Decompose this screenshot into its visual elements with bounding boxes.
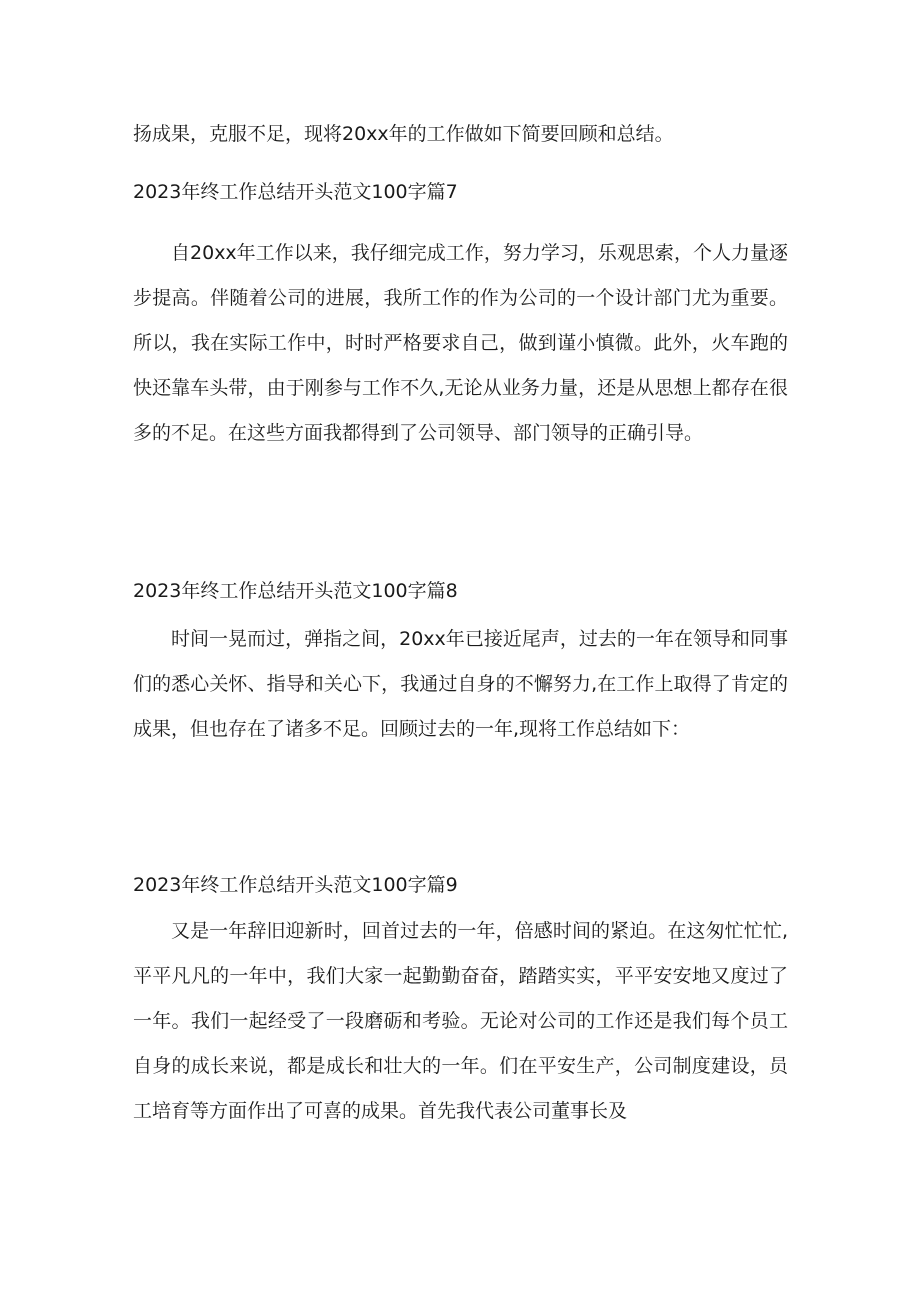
section-body-7: 自20xx年工作以来，我仔细完成工作，努力学习，乐观思索，个人力量逐步提高。伴随着公司的进展，我所工作的作为公司的一个设计部门尤为重要。所以，我在实际工作中，时时严格要求自己，做到谨小慎微。此外，火车跑的快还靠车头带，由于刚参与工作不久,无论从业务力量，还是从思想上都存在很多的不足。在这些方面我都得到了公司领导、部门领导的正确引导。 [133,242,788,444]
section-body-9: 又是一年辞旧迎新时，回首过去的一年，倍感时间的紧迫。在这匆忙忙忙,平平凡凡的一年中，我们大家一起勤勤奋奋，踏踏实实，平平安安地又度过了一年。我们一起经受了一段磨砺和考验。无论对公司的工作还是我们每个员工自身的成长来说，都是成长和壮大的一年。们在平安生产，公司制度建设，员工培育等方面作出了可喜的成果。首先我代表公司董事长及 [133,920,788,1122]
section-heading-8: 2023年终工作总结开头范文100字篇8 [133,580,458,602]
section-heading-9: 2023年终工作总结开头范文100字篇9 [133,874,458,896]
continuation-text: 扬成果，克服不足，现将20xx年的工作做如下简要回顾和总结。 [133,123,674,145]
section-body-8: 时间一晃而过，弹指之间，20xx年已接近尾声，过去的一年在领导和同事们的悉心关怀、指导和关心下，我通过自身的不懈努力,在工作上取得了肯定的成果，但也存在了诸多不足。回顾过去的一年,现将工作总结如下： [133,628,788,740]
section-heading-7: 2023年终工作总结开头范文100字篇7 [133,181,458,203]
